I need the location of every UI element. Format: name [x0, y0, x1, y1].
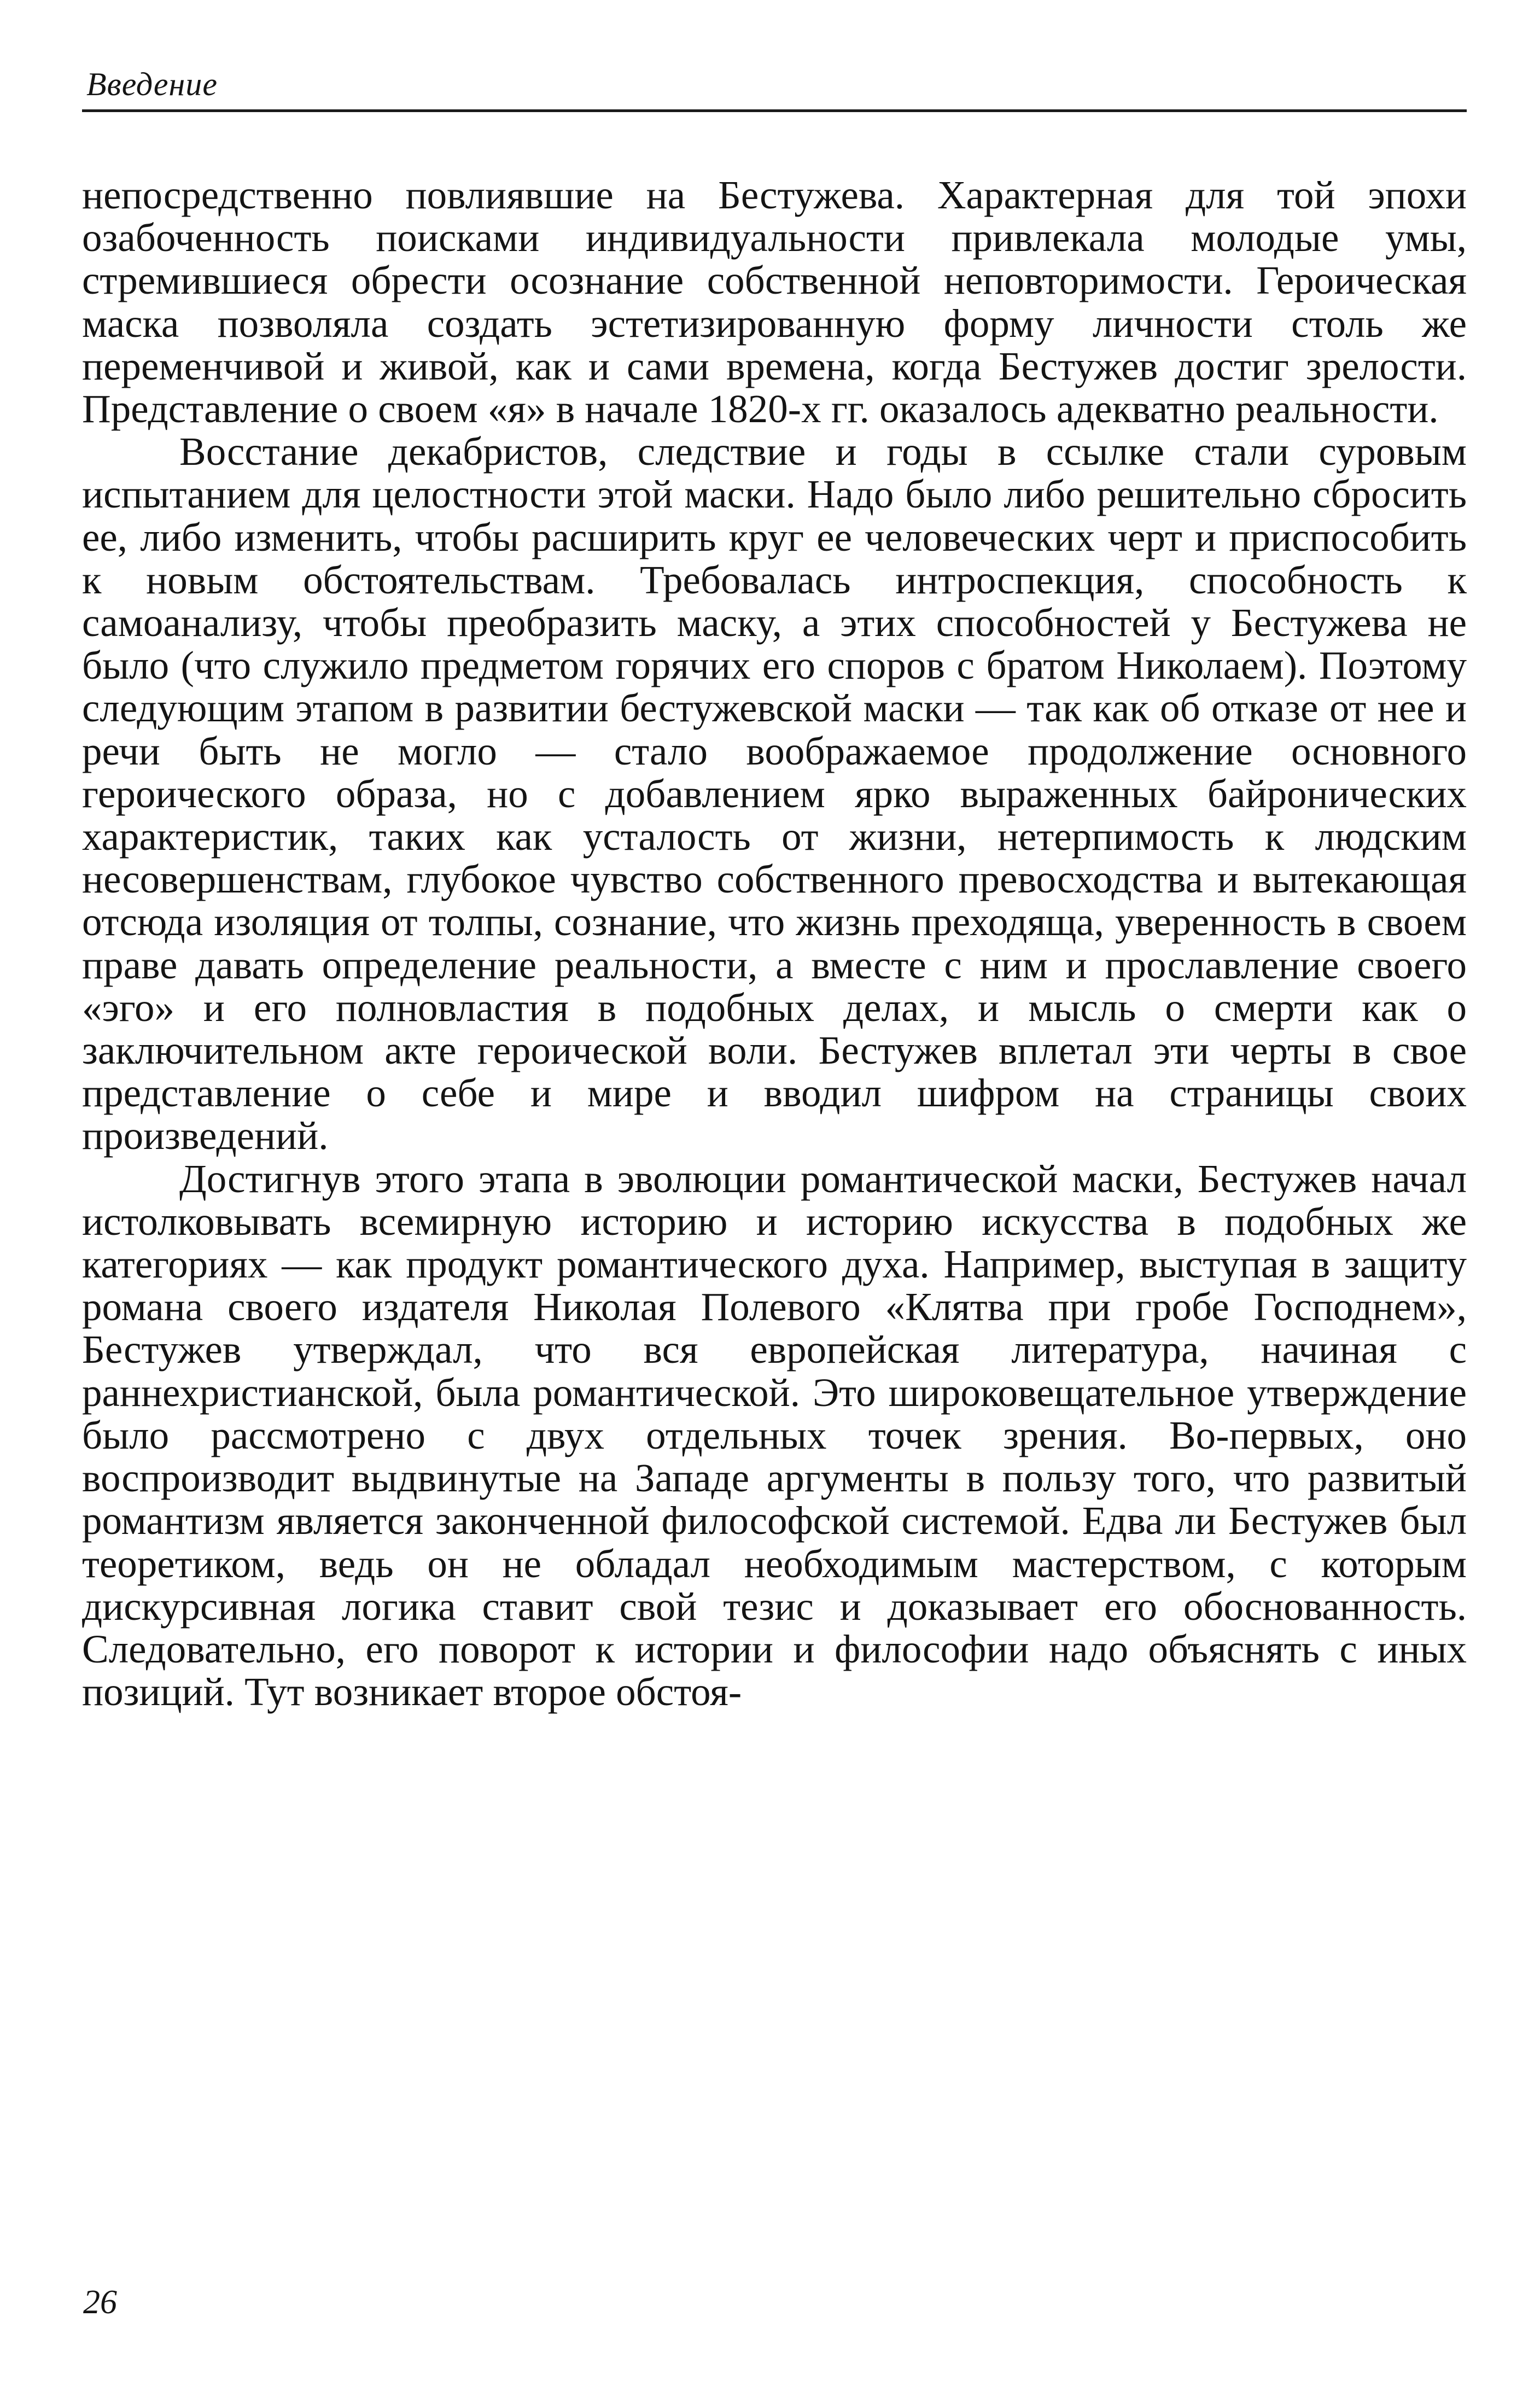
paragraph-continued: непосредственно повлиявшие на Бестужева. Характерная для той эпохи озабоченность поисками индивидуальности привлекала молодые умы, стремившиеся обрести осознание собственной неповторимости. Героическая маска позволяла создать эстетизированную форму личности столь же переменчивой и живой, как и сами времена, когда Бестужев достиг зрелости. Представление о своем «я» в начале 1820-х гг. оказалось адекватно реальности.: [82, 173, 1467, 431]
page-number: 26: [83, 2284, 117, 2321]
body-text: [82, 174, 1467, 1713]
paragraph-decembrists: Восстание декабристов, следствие и годы в ссылке стали суровым испытанием для целостности этой маски. Надо было либо решительно сбросить ее, либо изменить, чтобы расширить круг ее человеческих черт и приспособить к новым обстоятельствам. Требовалась интроспекция, способность к самоанализу, чтобы преобразить маску, а этих способностей у Бестужева не было (что служило предметом горячих его споров с братом Николаем). Поэтому следующим этапом в развитии бестужевской маски — так как об отказе от нее и речи быть не могло — стало воображаемое продолжение основного героического образа, но с добавлением ярко выраженных байронических характеристик, таких как усталость от жизни, нетерпимость к людским несовершенствам, глубокое чувство собственного превосходства и вытекающая отсюда изоляция от толпы, сознание, что жизнь преходяща, уверенность в своем праве давать определение реальности, а вместе с ним и прославление своего «эго» и его полновластия в подобных делах, и мысль о смерти как о заключительном акте героической воли. Бестужев вплетал эти черты в свое представление о себе и мире и вводил шифром на страницы своих произведений.: [82, 429, 1467, 1158]
paragraph-romantic-mask: Достигнув этого этапа в эволюции романтической маски, Бестужев начал истолковывать всемирную историю и историю искусства в подобных же категориях — как продукт романтического духа. Например, выступая в защиту романа своего издателя Николая Полевого «Клятва при гробе Господнем», Бестужев утверждал, что вся европейская литература, начиная с раннехристианской, была романтической. Это широковещательное утверждение было рассмотрено с двух отдельных точек зрения. Во-первых, оно воспроизводит выдвинутые на Западе аргументы в пользу того, что развитый романтизм является законченной философской системой. Едва ли Бестужев был теоретиком, ведь он не обладал необходимым мастерством, с которым дискурсивная логика ставит свой тезис и доказывает его обоснованность. Следовательно, его поворот к истории и философии надо объяснять с иных позиций. Тут возникает второе обстоя-: [82, 1156, 1467, 1714]
running-title: Введение: [86, 66, 218, 102]
header-rule: [82, 109, 1467, 112]
